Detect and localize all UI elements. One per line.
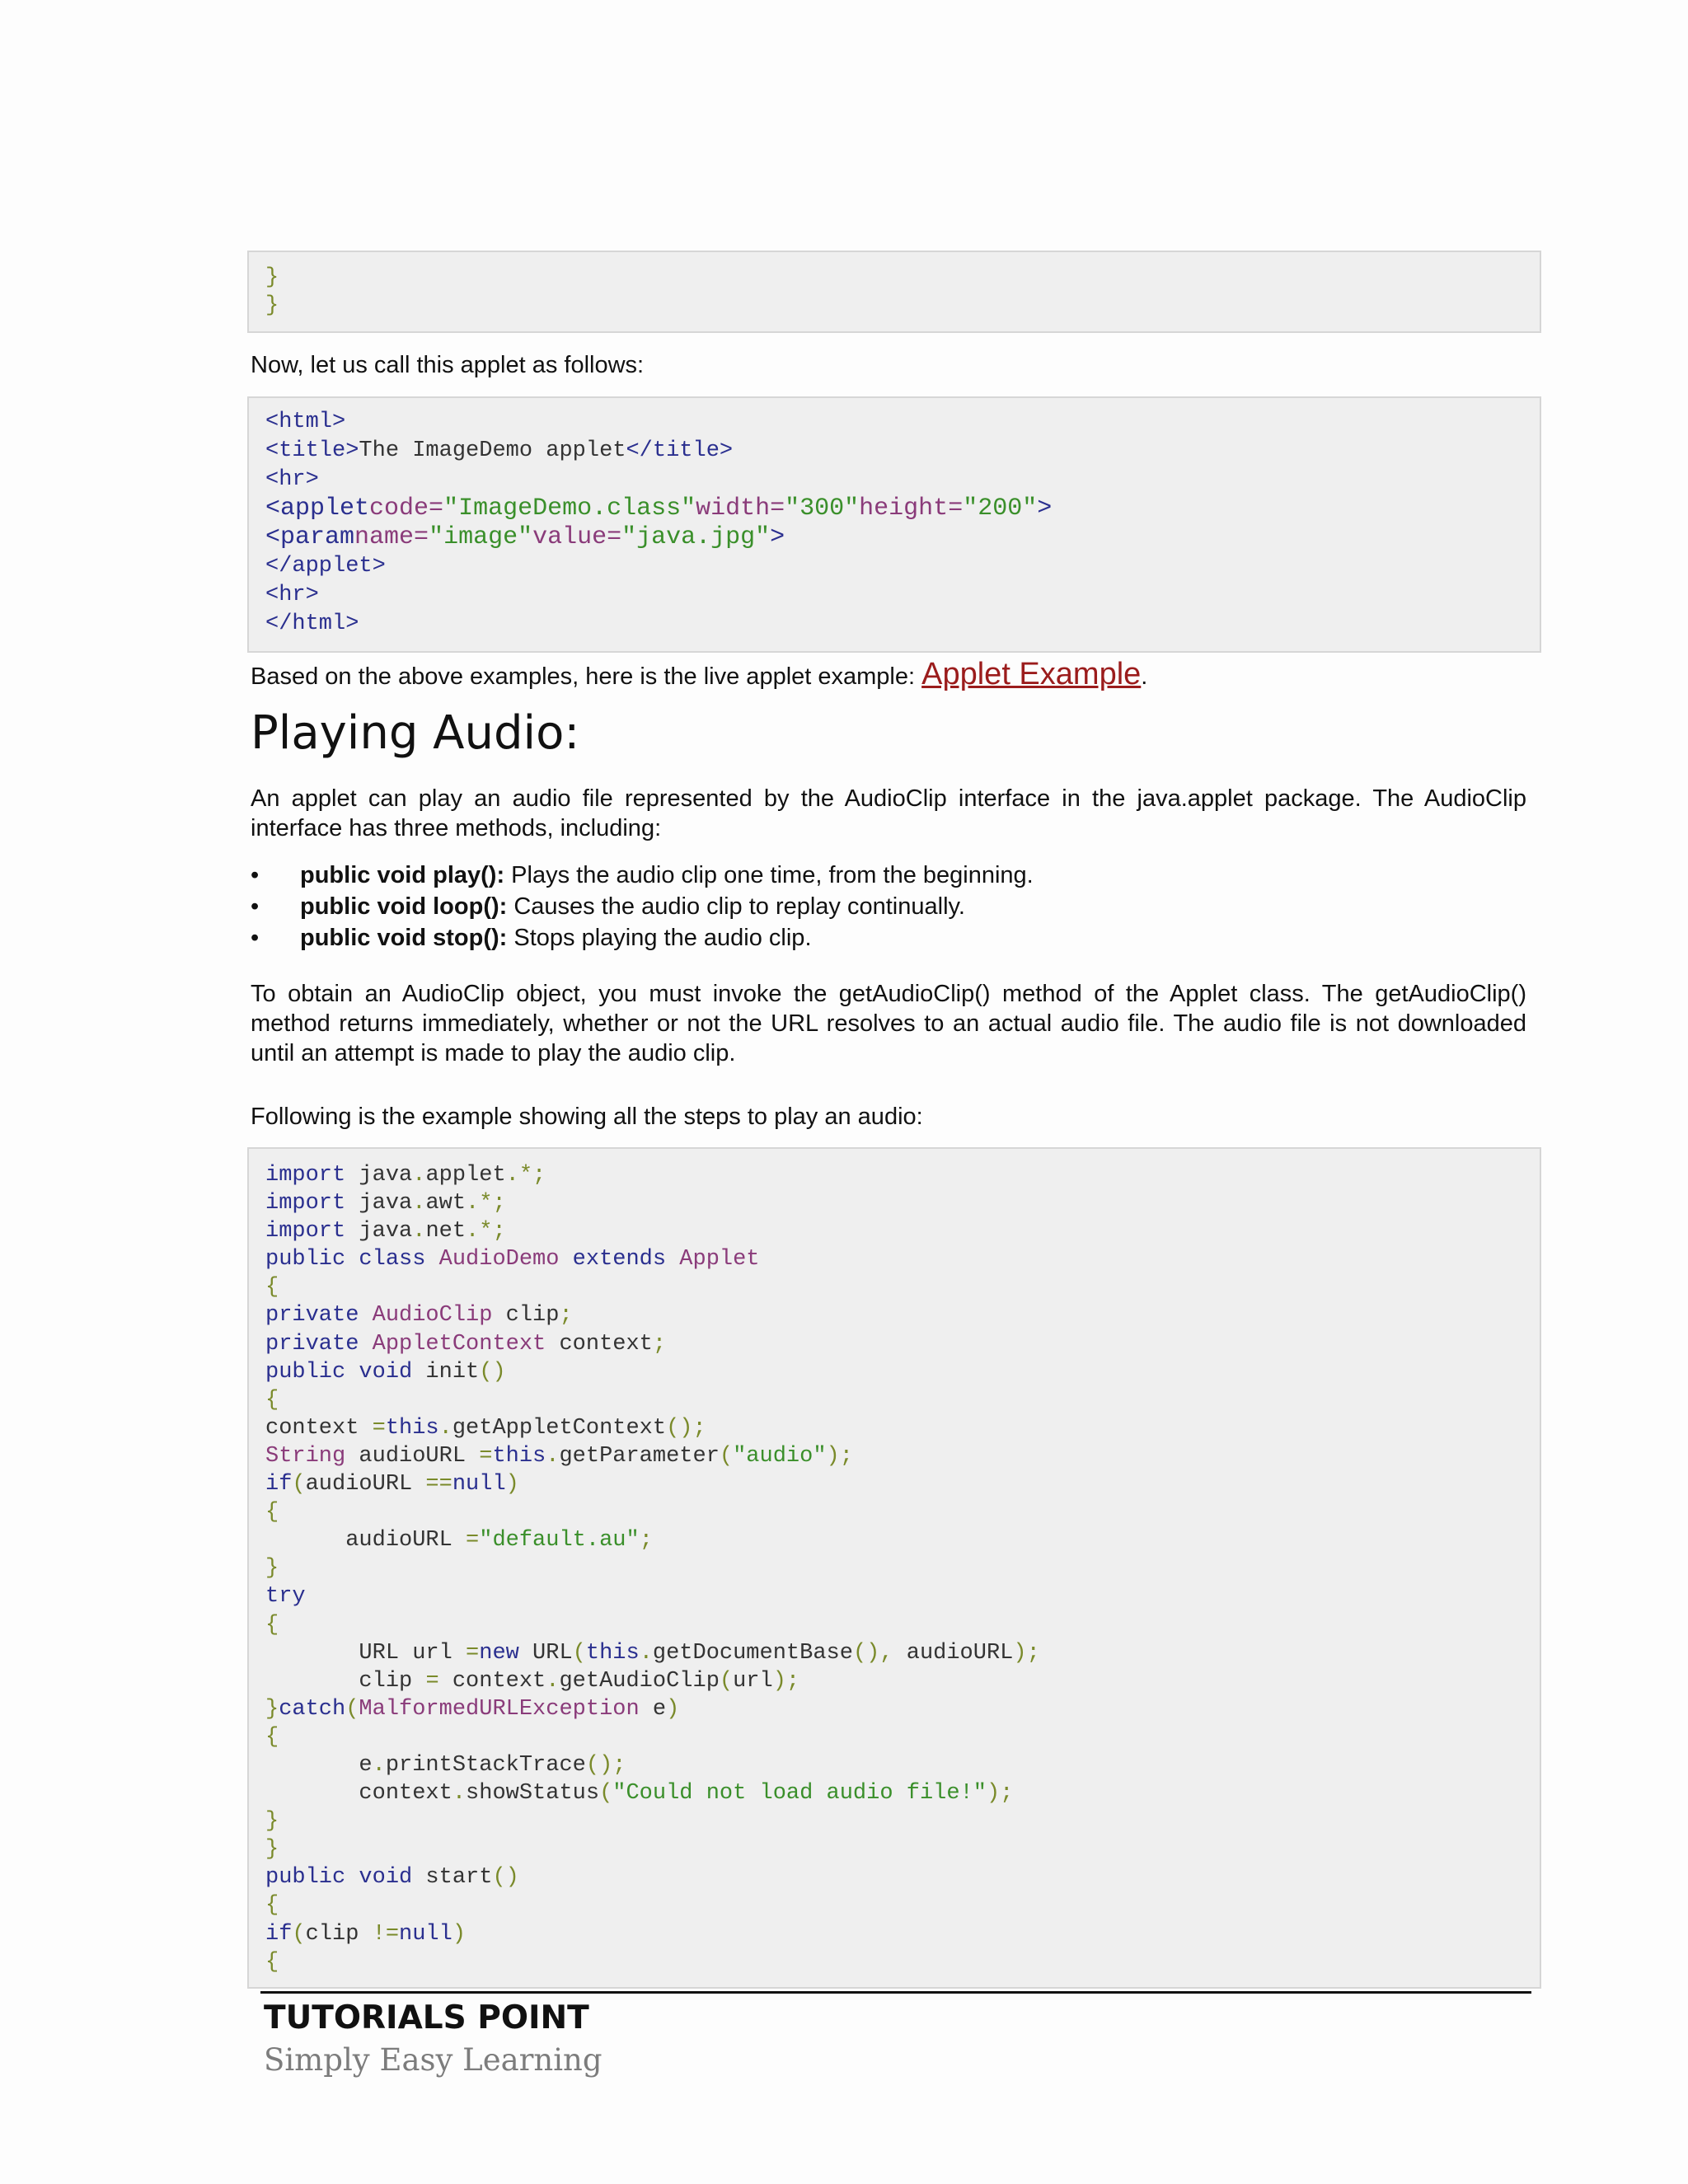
code-token: = (466, 1640, 480, 1666)
code-token: ( (292, 1472, 306, 1497)
bullet-icon: • (251, 925, 260, 951)
code-line (265, 1358, 1523, 1386)
code-line (265, 610, 1523, 639)
code-line (265, 1695, 1523, 1723)
code-token: . (412, 1191, 426, 1216)
code-line (265, 1920, 1523, 1948)
code-token: printStackTrace (385, 1752, 586, 1778)
code-token: "java.jpg" (621, 523, 771, 551)
code-token: > (770, 523, 785, 551)
code-token: "ImageDemo.class" (443, 494, 696, 523)
code-token: MalformedURLException (359, 1696, 640, 1722)
code-token: { (265, 1500, 279, 1526)
code-token: ( (572, 1640, 586, 1666)
code-line (265, 466, 1523, 494)
code-line: } (265, 293, 279, 318)
code-line (265, 1414, 1523, 1442)
code-token: ; (639, 1528, 653, 1554)
code-line (265, 1470, 1523, 1498)
code-token: . (546, 1443, 560, 1469)
code-token: () (479, 1359, 506, 1385)
code-line (265, 1948, 1523, 1976)
footer-tagline: Simply Easy Learning (264, 2042, 603, 2078)
code-token: *; (479, 1191, 506, 1216)
code-token: ( (345, 1696, 359, 1722)
code-token: import (265, 1219, 346, 1244)
code-token: > (1037, 494, 1053, 523)
code-token: String (265, 1443, 346, 1469)
code-token: . (412, 1219, 426, 1244)
code-token: import (265, 1191, 346, 1216)
code-token: "image" (429, 523, 533, 551)
code-token: . (466, 1191, 480, 1216)
code-token: AudioDemo (438, 1247, 560, 1272)
code-token: ( (292, 1921, 306, 1947)
code-token: clip (305, 1921, 373, 1947)
code-token: height (859, 494, 949, 523)
live-example-period: . (1141, 663, 1148, 690)
code-token: public (265, 1247, 346, 1272)
code-line (265, 523, 1523, 552)
code-token: <hr> (265, 467, 319, 492)
footer-brand: TUTORIALS POINT (264, 1999, 589, 2036)
code-token: ( (599, 1781, 613, 1807)
code-token: context (438, 1668, 546, 1694)
code-token: </html> (265, 612, 359, 636)
code-token: java (345, 1163, 413, 1188)
code-line (265, 408, 1523, 437)
code-token: URL url (265, 1640, 467, 1666)
code-line (265, 1386, 1523, 1414)
code-token: start (412, 1865, 493, 1891)
code-token: "300" (785, 494, 860, 523)
code-token: ; (652, 1331, 667, 1357)
code-token: name (354, 523, 415, 551)
bullet-icon: • (251, 893, 260, 920)
code-line (265, 494, 1523, 523)
code-token: AppletContext (372, 1331, 546, 1357)
code-line (265, 1723, 1523, 1751)
code-token: e (639, 1696, 667, 1722)
live-example-label: Based on the above examples, here is the live applet example: (251, 663, 922, 690)
code-token: ) (666, 1696, 680, 1722)
code-line (265, 1639, 1523, 1667)
code-token: catch (279, 1696, 346, 1722)
code-token: *; (479, 1219, 506, 1244)
code-token: void (359, 1359, 413, 1385)
code-token: public (265, 1359, 346, 1385)
code-line (265, 1161, 1523, 1189)
code-line (265, 1330, 1523, 1358)
code-token: <applet (265, 494, 370, 523)
code-token: getAppletContext (452, 1415, 667, 1441)
code-token: void (359, 1865, 413, 1891)
code-token: . (546, 1668, 560, 1694)
code-token: () (492, 1865, 519, 1891)
bullet-icon: • (251, 862, 260, 888)
code-token: new (479, 1640, 519, 1666)
code-token: ) (986, 1781, 1001, 1807)
code-line (265, 1751, 1523, 1779)
code-token: try (265, 1584, 306, 1610)
code-token: = (425, 1668, 439, 1694)
code-token: { (265, 1387, 279, 1413)
code-token: url (733, 1668, 773, 1694)
list-item (251, 922, 1526, 954)
code-token: </applet> (265, 554, 386, 579)
code-token: ) (452, 1921, 467, 1947)
list-item (251, 860, 1526, 891)
code-token: ; (1026, 1640, 1040, 1666)
code-token: this (585, 1640, 640, 1666)
code-token: audioURL (345, 1443, 480, 1469)
code-token: ; (559, 1303, 573, 1329)
code-line (265, 437, 1523, 466)
code-token: context (265, 1415, 373, 1441)
code-token: null (399, 1921, 452, 1947)
code-token: width (696, 494, 771, 523)
obtain-paragraph: To obtain an AudioClip object, you must invoke the getAudioClip() method of the Applet class. The getAudioClip() method returns immediately, whether or not the URL resolves to an actual audio file. The audio file is not downloaded until an attempt is made to play the audio clip. (251, 981, 1526, 1066)
code-line (265, 1554, 1523, 1582)
code-token: () (852, 1640, 880, 1666)
code-line (265, 1442, 1523, 1470)
code-token: "Could not load audio file!" (612, 1781, 987, 1807)
intro-call-text: Now, let us call this applet as follows: (251, 352, 645, 378)
footer-divider (260, 1991, 1531, 1994)
code-line (265, 1498, 1523, 1526)
code-token: null (452, 1472, 506, 1497)
code-token: init (412, 1359, 480, 1385)
intro-paragraph: An applet can play an audio file represented by the AudioClip interface in the java.applet package. The AudioClip interface has three methods, including: (251, 785, 1526, 841)
code-token: ) (826, 1443, 840, 1469)
code-token: . (466, 1219, 480, 1244)
code-line (265, 552, 1523, 581)
code-token: != (372, 1921, 400, 1947)
code-token: net (425, 1219, 467, 1244)
code-line (265, 581, 1523, 610)
code-token: = (466, 1528, 480, 1554)
code-token: ; (1000, 1781, 1014, 1807)
code-token: () (585, 1752, 613, 1778)
code-token: getParameter (559, 1443, 720, 1469)
code-token: { (265, 1893, 279, 1919)
code-token: getDocumentBase (652, 1640, 853, 1666)
code-token: if (265, 1472, 293, 1497)
code-token: value (532, 523, 607, 551)
code-token: ; (785, 1668, 800, 1694)
code-token: ; (839, 1443, 853, 1469)
code-token: { (265, 1724, 279, 1750)
code-token: getAudioClip (559, 1668, 720, 1694)
code-token: e (265, 1752, 373, 1778)
code-token: = (770, 494, 785, 523)
code-token: = (414, 523, 429, 551)
code-token: audioURL (305, 1472, 413, 1497)
method-desc: Stops playing the audio clip. (507, 925, 812, 951)
method-name: public void loop(): (300, 893, 508, 920)
code-token: = (479, 1443, 493, 1469)
code-token: java (345, 1219, 413, 1244)
code-token: = (429, 494, 444, 523)
code-token: extends (572, 1247, 667, 1272)
method-name: public void stop(): (300, 925, 508, 951)
code-token: () (666, 1415, 693, 1441)
code-token: } (265, 1696, 279, 1722)
method-name: public void play(): (300, 862, 505, 888)
code-token: ) (1013, 1640, 1027, 1666)
code-token: ( (719, 1443, 734, 1469)
code-block-java (247, 1147, 1541, 1989)
code-token: . (505, 1163, 519, 1188)
code-token: "default.au" (479, 1528, 640, 1554)
code-block-html (247, 396, 1541, 653)
code-token: = (372, 1415, 386, 1441)
code-token: AudioClip (372, 1303, 493, 1329)
code-token: audioURL (265, 1528, 467, 1554)
code-token: Applet (679, 1247, 760, 1272)
code-line (265, 1863, 1523, 1891)
method-desc: Plays the audio clip one time, from the beginning. (504, 862, 1034, 888)
code-token: <html> (265, 410, 346, 434)
code-token: public (265, 1865, 346, 1891)
section-heading: Playing Audio: (251, 706, 580, 760)
code-token: . (372, 1752, 386, 1778)
code-token: class (359, 1247, 426, 1272)
code-token: "200" (963, 494, 1038, 523)
code-token: ( (719, 1668, 734, 1694)
code-token: audioURL (906, 1640, 1014, 1666)
code-token: URL (518, 1640, 573, 1666)
code-token: ) (772, 1668, 786, 1694)
code-token: showStatus (466, 1781, 600, 1807)
code-token: *; (518, 1163, 546, 1188)
code-line (265, 1526, 1523, 1554)
code-token: code (369, 494, 429, 523)
code-token: { (265, 1275, 279, 1301)
code-token: "audio" (733, 1443, 827, 1469)
code-token: { (265, 1612, 279, 1638)
code-line (265, 1189, 1523, 1217)
code-token: == (412, 1472, 452, 1497)
code-token: <param (265, 523, 355, 551)
code-token: import (265, 1163, 346, 1188)
code-token: } (265, 1556, 279, 1582)
code-token: { (265, 1949, 279, 1975)
code-token: The ImageDemo applet (359, 438, 626, 463)
code-line (265, 1273, 1523, 1301)
code-line (265, 1779, 1523, 1807)
list-item (251, 891, 1526, 922)
code-line (265, 1891, 1523, 1919)
method-desc: Causes the audio clip to replay continually. (507, 893, 965, 920)
code-token: = (607, 523, 622, 551)
code-token: private (265, 1331, 359, 1357)
code-token: } (265, 1809, 279, 1835)
code-token: awt (425, 1191, 467, 1216)
live-example-text (251, 659, 1526, 691)
code-token: if (265, 1921, 293, 1947)
code-token: clip (265, 1668, 426, 1694)
methods-list (251, 860, 1526, 954)
code-token: this (385, 1415, 439, 1441)
code-token: , (879, 1640, 907, 1666)
code-block-closing (247, 251, 1541, 333)
code-token: } (265, 1837, 279, 1863)
code-token: <hr> (265, 583, 319, 607)
code-line (265, 1807, 1523, 1835)
code-line (265, 1582, 1523, 1610)
code-line (265, 1611, 1523, 1639)
code-token: java (345, 1191, 413, 1216)
code-token: . (639, 1640, 653, 1666)
code-token: context (546, 1331, 653, 1357)
code-token: ; (612, 1752, 626, 1778)
code-line (265, 1301, 1523, 1329)
code-token: ; (692, 1415, 706, 1441)
code-token: context (265, 1781, 452, 1807)
code-token: private (265, 1303, 359, 1329)
code-token: </title> (626, 438, 734, 463)
follow-paragraph: Following is the example showing all the steps to play an audio: (251, 1104, 923, 1130)
code-token: . (412, 1163, 426, 1188)
code-line (265, 1835, 1523, 1863)
code-token: <title> (265, 438, 359, 463)
code-line (265, 1245, 1523, 1273)
code-token: . (438, 1415, 452, 1441)
code-token: clip (492, 1303, 560, 1329)
applet-example-link[interactable]: Applet Example (921, 657, 1142, 691)
code-line: } (265, 265, 279, 290)
code-line (265, 1667, 1523, 1695)
code-token: = (948, 494, 964, 523)
code-line (265, 1217, 1523, 1245)
code-token: ) (505, 1472, 519, 1497)
code-token: applet (425, 1163, 506, 1188)
code-token: . (452, 1781, 467, 1807)
code-token: this (492, 1443, 546, 1469)
